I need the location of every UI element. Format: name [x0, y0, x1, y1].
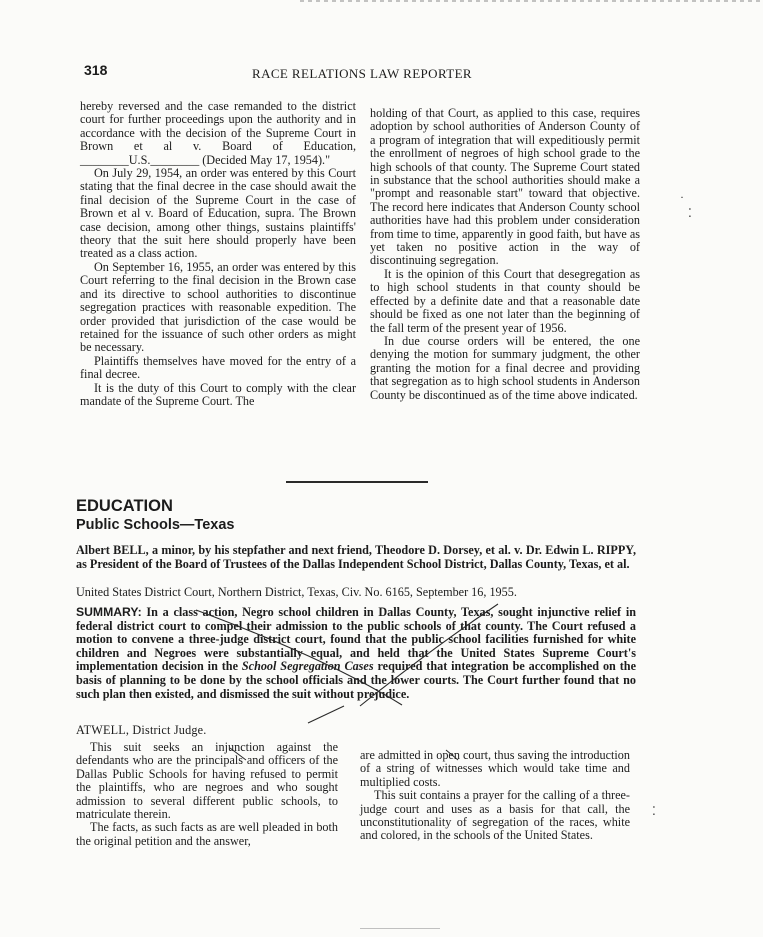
case-caption: Albert BELL, a minor, by his stepfather and next friend, Theodore D. Dorsey, et al. v. Dr. Edwin L. RIPPY, as President of the Board of Trustees of the Dallas Independent School District, Dallas County, Texas, et al.	[76, 543, 636, 571]
paragraph: holding of that Court, as applied to this case, requires adoption by school authorities of Anderson County of a program of integration that will expeditiously permit the enrollment of negroes of high school grade to the high schools of that county. The Supreme Court stated in substance that the school authorities should make a "prompt and reasonable start" toward that objective. The record here indicates that Anderson County school authorities have had this problem under consideration from time to time, apparently in good faith, but have as yet taken no positive action in the way of discontinuing segregation.	[370, 106, 640, 268]
margin-mark: ·	[680, 190, 684, 204]
section-subtitle: Public Schools—Texas	[76, 517, 235, 533]
bottom-right-column	[360, 749, 630, 843]
summary-text-2: required that integration be accomplished on the basis of planning to be done by the school officials and the lower courts. The Court further found that no such plan then existed, and dismissed the suit without prejudice.	[76, 659, 636, 701]
paragraph: Plaintiffs themselves have moved for the entry of a final decree.	[80, 353, 356, 382]
summary-text-1: In a class action, Negro school children in Dallas County, Texas, sought injunctive relief in federal district court to compel their admission to the public schools of that county. The Court refused a motion to convene a three-judge district court, found that the public school facilities furnished for white children and Negroes were substantially equal, and held that the United States Supreme Court's implementation decision in the	[76, 605, 636, 674]
bottom-left-column	[76, 741, 338, 848]
paragraph: hereby reversed and the case remanded to the district court for further proceedings upon the authority and in accordance with the decision of the Supreme Court in Brown et al v. Board of Education, ________U.S.________ (Decided May 17, 1954)."	[80, 99, 356, 167]
summary-label: SUMMARY:	[76, 605, 142, 619]
court-line: United States District Court, Northern District, Texas, Civ. No. 6165, September 16, 1955.	[76, 585, 517, 599]
paragraph: On September 16, 1955, an order was entered by this Court referring to the final decision in the Brown case and its directive to school authorities to discontinue segregation practices with reasonable expedition. The order provided that jurisdiction of the case would be retained for the issuance of such other orders as might be necessary.	[80, 259, 356, 355]
case-summary	[76, 606, 636, 701]
summary-italic: School Segregation Cases	[241, 659, 374, 674]
margin-mark: ⁚	[688, 206, 692, 220]
judge-name: ATWELL, District Judge.	[76, 723, 207, 737]
margin-mark: ⁚	[652, 804, 656, 818]
running-head: RACE RELATIONS LAW REPORTER	[252, 66, 472, 81]
paragraph: This suit contains a prayer for the calling of a three-judge court and uses as a basis for that call, the unconstitutionality of segregation of the races, white and colored, in the schools of the United States.	[360, 788, 630, 843]
paragraph: On July 29, 1954, an order was entered by this Court stating that the final decree in the case should await the final decision of the Supreme Court in the case of Brown et al v. Board of Education, supra. The Brown case decision, among other things, sustains plaintiffs' theory that the suit here should properly have been treated as a class action.	[80, 166, 356, 261]
scan-edge-line	[300, 0, 763, 2]
paragraph: In due course orders will be entered, the one denying the motion for summary judgment, the other granting the motion for a final decree and providing that segregation as to high school students in Anderson County be discontinued as of the time above indicated.	[370, 333, 640, 402]
paragraph: This suit seeks an injunction against the defendants who are the principals and officers of the Dallas Public Schools for having refused to permit the plaintiffs, who are negroes and who sought admission to several different public schools, to matriculate therein.	[76, 740, 338, 822]
paragraph: It is the opinion of this Court that desegregation as to high school students in that county should be effected by a definite date and that a reasonable date should be fixed as one not later than the beginning of the fall term of the present year of 1956.	[370, 266, 640, 335]
scan-edge-line	[360, 928, 440, 929]
top-left-column	[80, 100, 356, 408]
paragraph: are admitted in open court, thus saving the introduction of a string of witnesses which would take time and multiplied costs.	[360, 748, 630, 789]
paragraph: The facts, as such facts as are well pleaded in both the original petition and the answer,	[76, 820, 338, 848]
section-divider	[286, 481, 428, 483]
section-title: EDUCATION	[76, 497, 173, 515]
page-number: 318	[84, 62, 108, 78]
top-right-column	[370, 107, 640, 402]
paragraph: It is the duty of this Court to comply with the clear mandate of the Supreme Court. The	[80, 380, 356, 408]
